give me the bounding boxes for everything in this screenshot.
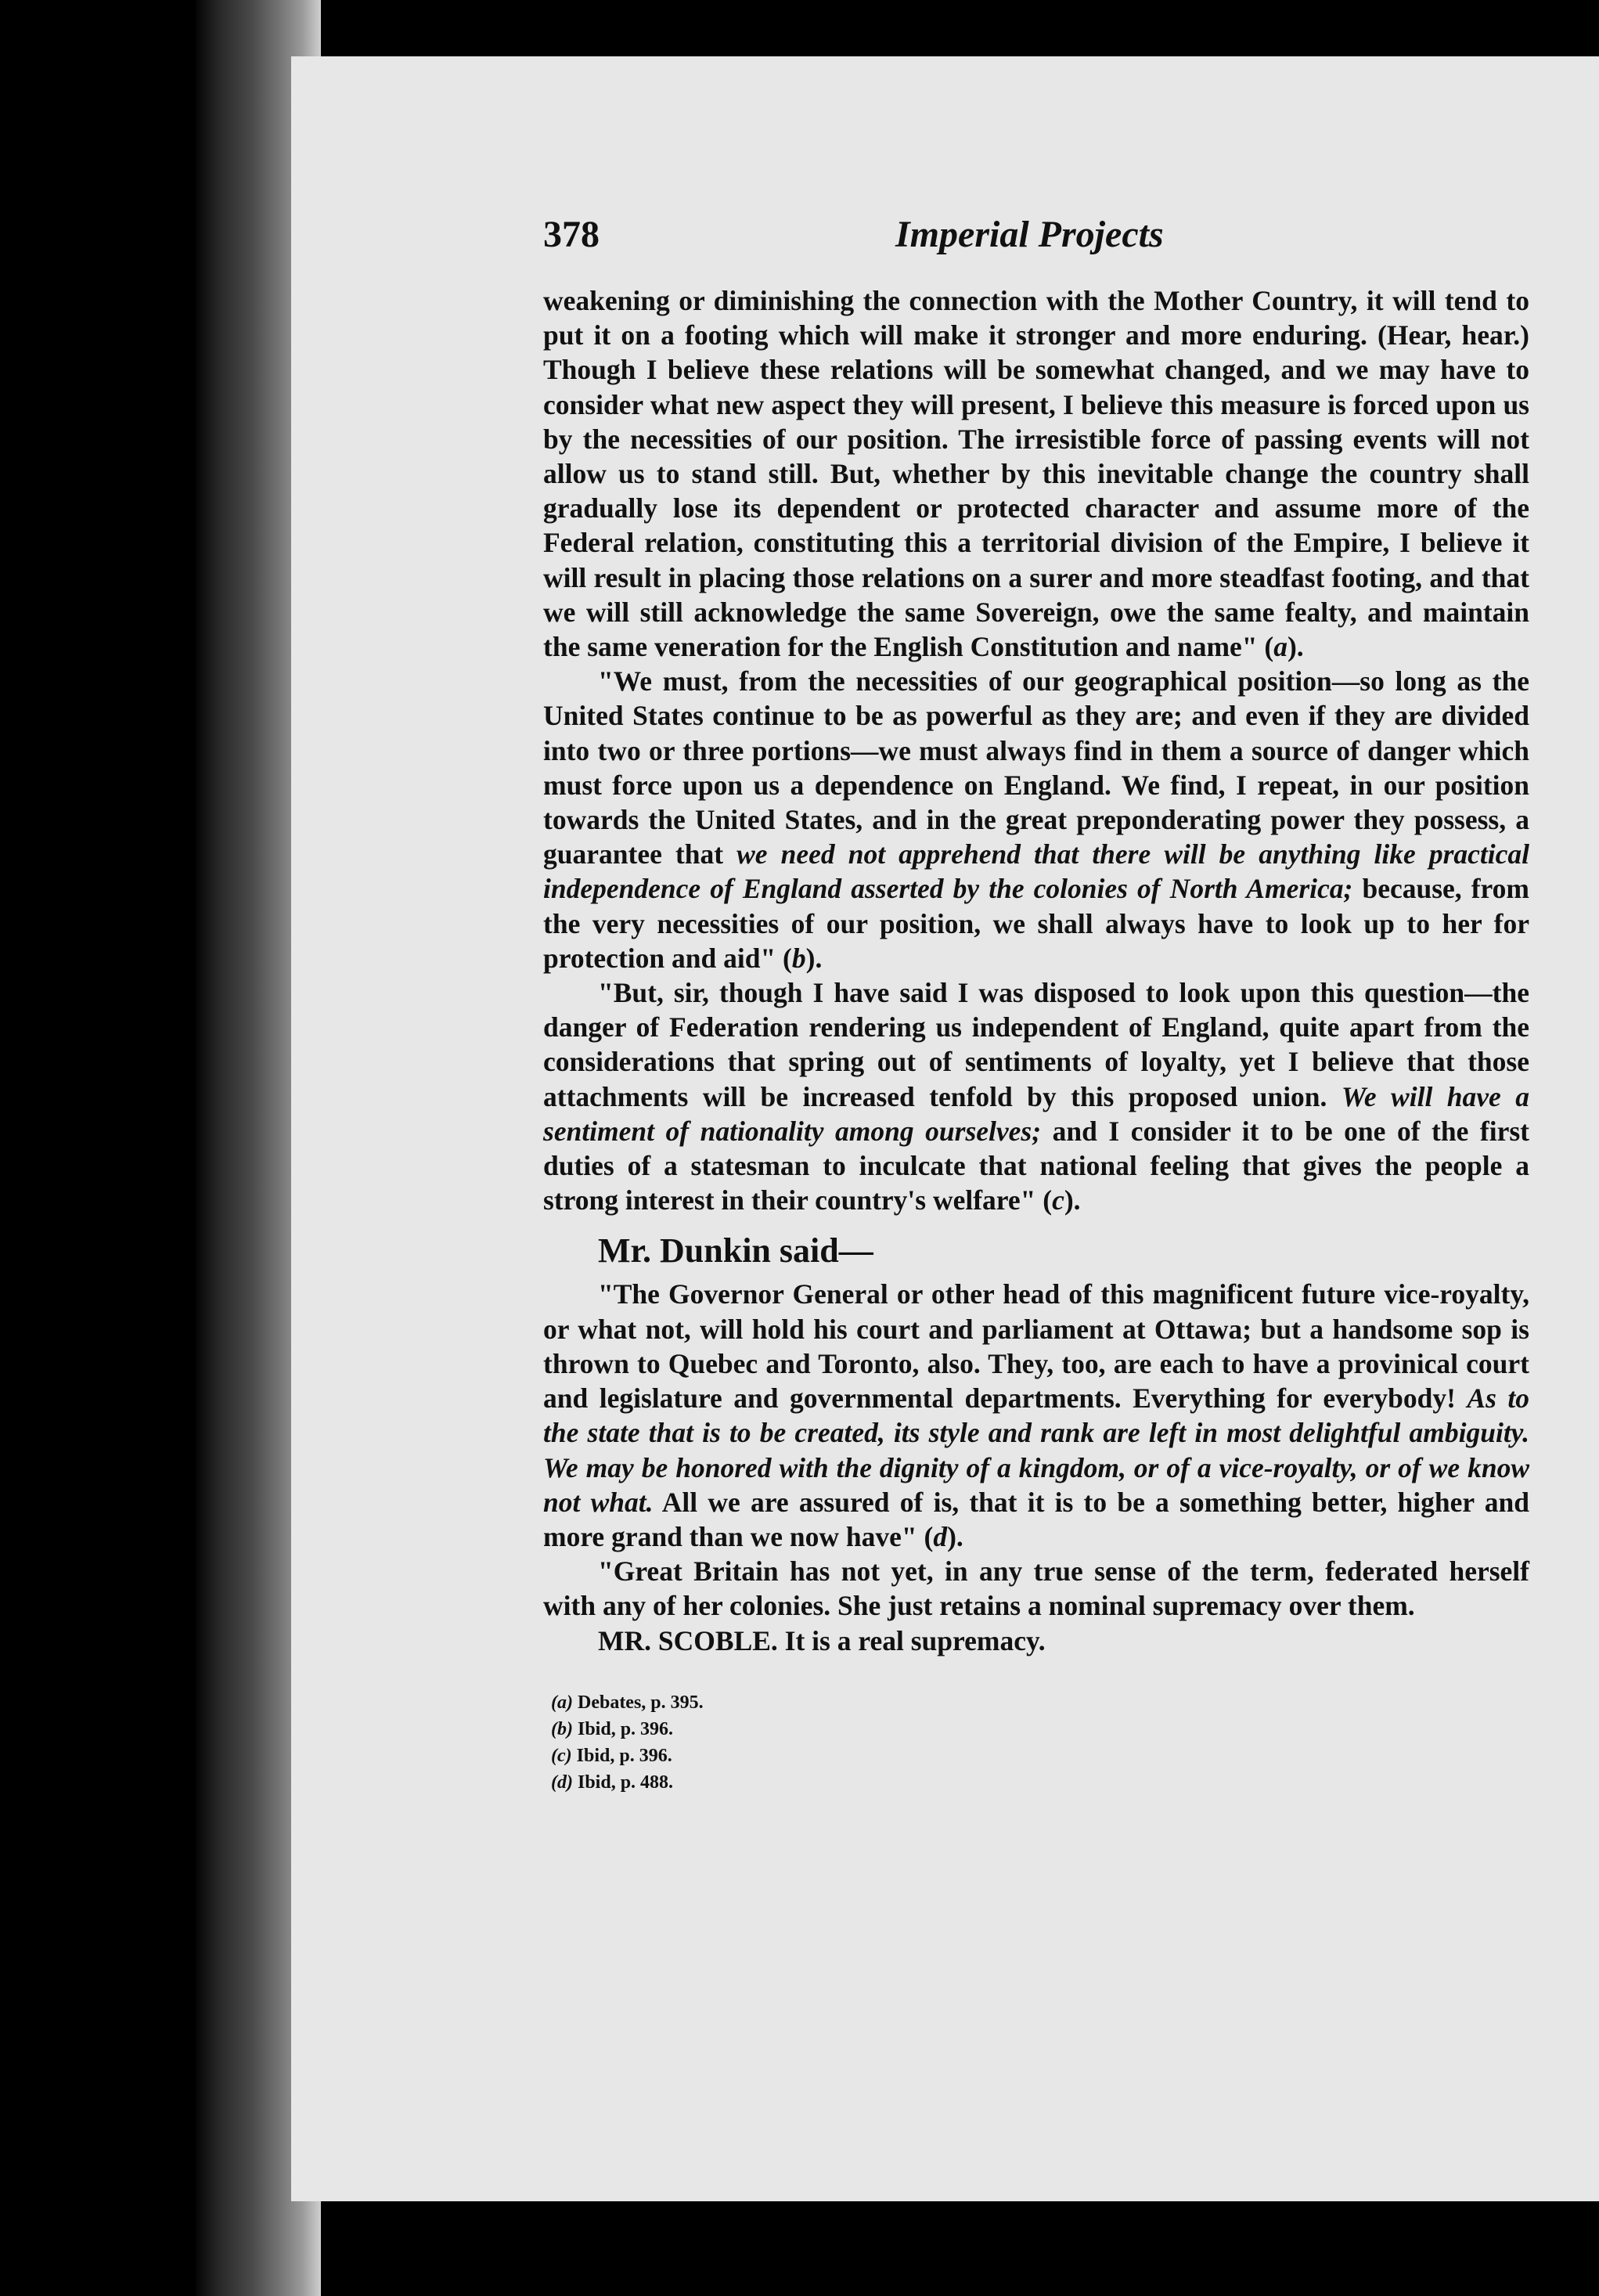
text-segment: "Great Britain has not yet, in any true sense of the term, federated herself with any of her colonies. She just retains a nominal supremacy over them. [543, 1555, 1529, 1622]
footnote [551, 1689, 1529, 1716]
footnote-text: Ibid, p. 396. [577, 1718, 674, 1739]
text-segment: weakening or diminishing the connection with the Mother Country, it will tend to put it on a footing which will make it stronger and more enduring. (Hear, hear.) Though I believe these relations will be somewhat changed, and we may have to consider what new aspect they will present, I believe this measure is forced upon us by the necessities of our position. The irresistible force of passing events will not allow us to stand still. But, whether by this inevitable change the country shall gradually lose its dependent or protected character and assume more of the Federal relation, constituting this a territorial division of the Empire, I believe it will result in placing those relations on a surer and more steadfast footing, and that we will still acknowledge the same Sovereign, owe the same fealty, and maintain the same veneration for the English Constitution and name" ( [543, 285, 1529, 663]
paragraph [543, 975, 1529, 1217]
footnotes [551, 1689, 1529, 1796]
footnote [551, 1716, 1529, 1743]
text-segment: "We must, from the necessities of our geographical position—so long as the United States continue to be as powerful as they are; and even if they are divided into two or three portions—we must always find in them a source of danger which must force upon us a dependence on England. We find, I repeat, in our position towards the United States, and in the great preponderating power they possess, a guarantee that [543, 665, 1529, 870]
text-segment: ). [1287, 631, 1304, 663]
text-segment: "The Governor General or other head of this magnificent future vice-royalty, or what not, will hold his court and parliament at Ottawa; but a handsome sop is thrown to Quebec and Toronto, also. They, too, are each to have a provinical court and legislature and governmental departments. Everything for everybody! [543, 1278, 1529, 1415]
italic-text: we need not apprehend that there will be anything like practical independence of England asserted by the colonies of North America; [543, 838, 1530, 905]
paragraph [543, 283, 1529, 664]
footnote-mark: (d) [551, 1772, 573, 1793]
body-text [543, 283, 1529, 1658]
page-content [543, 213, 1529, 1796]
text-segment: ). [947, 1520, 963, 1552]
italic-text: As to the state that is to be created, its style and rank are left in most delightful ambiguity. We may be honored with the dignity of a kingdom, or of a vice-royalty, or of we know not what. [543, 1382, 1530, 1518]
text-segment: and I consider it to be one of the first duties of a statesman to inculcate that national feeling that gives the people a strong interest in their country's welfare" ( [543, 1115, 1529, 1216]
paragraph [543, 1624, 1529, 1658]
footnote-text: Ibid, p. 488. [577, 1772, 674, 1793]
footnote-mark: (a) [551, 1692, 573, 1713]
footnote-mark: (c) [551, 1745, 572, 1766]
footnote-text: Debates, p. 395. [577, 1692, 704, 1713]
text-segment: ). [805, 942, 823, 974]
footnote-mark: (b) [551, 1718, 573, 1739]
speaker-heading [598, 1230, 1529, 1272]
italic-text: d [933, 1520, 948, 1552]
text-segment: Mr. Dunkin said— [598, 1231, 873, 1271]
page-header [543, 213, 1529, 283]
page-number: 378 [543, 214, 600, 255]
footnote [551, 1769, 1529, 1796]
paragraph [543, 1277, 1529, 1554]
italic-text: c [1052, 1184, 1064, 1216]
italic-text: b [791, 942, 806, 974]
text-segment: All we are assured of is, that it is to be a something better, higher and more grand than we now have" ( [543, 1486, 1529, 1552]
footnote-text: Ibid, p. 396. [576, 1745, 672, 1766]
running-title: Imperial Projects [895, 214, 1164, 255]
text-segment: ). [1064, 1184, 1081, 1216]
italic-text: a [1273, 631, 1287, 663]
italic-text: We will have a sentiment of nationality among ourselves; [543, 1080, 1529, 1147]
text-segment: because, from the very necessities of our position, we shall always have to look up to her for protection and aid" ( [543, 873, 1529, 974]
text-segment: MR. SCOBLE. It is a real supremacy. [598, 1624, 1046, 1656]
paragraph [543, 664, 1529, 975]
footnote [551, 1743, 1529, 1769]
book-page [291, 56, 1599, 2201]
text-segment: "But, sir, though I have said I was disposed to look upon this question—the danger of Federation rendering us independent of England, quite apart from the considerations that spring out of sentiments of loyalty, yet I believe that those attachments will be increased tenfold by this proposed union. [543, 977, 1529, 1112]
paragraph [543, 1554, 1529, 1623]
